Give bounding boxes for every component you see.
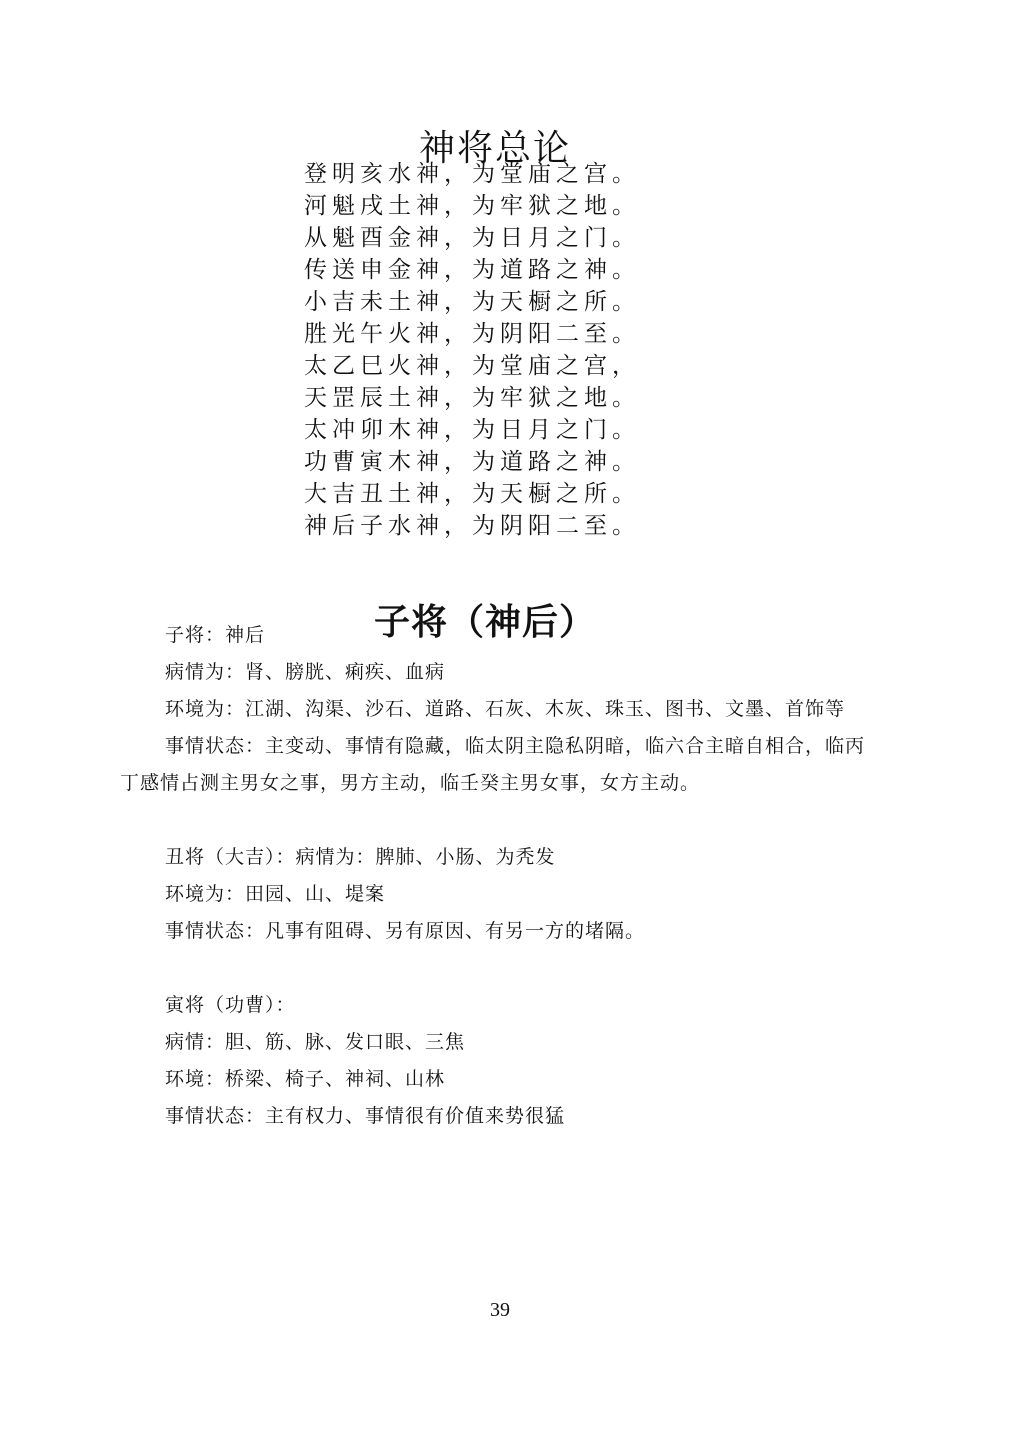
poem-line: 传送申金神，为道路之神。 [304, 257, 640, 283]
chou-environment: 环境为：田园、山、堤案 [165, 883, 386, 905]
zi-name: 子将：神后 [165, 624, 266, 646]
poem-line: 河魁戌土神，为牢狱之地。 [304, 193, 640, 219]
yin-environment: 环境：桥梁、椅子、神祠、山林 [165, 1068, 446, 1090]
poem-line: 胜光午火神，为阴阳二至。 [304, 321, 640, 347]
poem-line: 太乙巳火神，为堂庙之宫， [304, 353, 640, 379]
poem-line: 从魁酉金神，为日月之门。 [304, 225, 640, 251]
zi-state: 事情状态：主变动、事情有隐藏，临太阴主隐私阴暗，临六合主暗自相合，临丙丁感情占测主男女之事，男方主动，临壬癸主男女事，女方主动。 [120, 735, 866, 794]
yin-name: 寅将（功曹）： [165, 994, 296, 1016]
yin-state: 事情状态：主有权力、事情很有价值来势很猛 [165, 1105, 566, 1127]
poem-line: 大吉丑土神，为天橱之所。 [304, 481, 640, 507]
poem-line: 神后子水神，为阴阳二至。 [304, 513, 640, 539]
paragraph-gap [120, 802, 880, 839]
section-title-shenjiang: 神将总论 [418, 128, 571, 170]
body-text [120, 617, 880, 1135]
poem-line: 小吉未土神，为天橱之所。 [304, 289, 640, 315]
chou-name-illness: 丑将（大吉）：病情为：脾肺、小肠、为秃发 [165, 846, 556, 868]
poem-block [304, 158, 724, 542]
poem-line: 登明亥水神，为堂庙之宫。 [304, 161, 640, 187]
section-title-zijiang: 子将（神后） [373, 601, 596, 643]
chou-state: 事情状态：凡事有阻碍、另有原因、有另一方的堵隔。 [165, 920, 646, 942]
yin-illness: 病情：胆、筋、脉、发口眼、三焦 [165, 1031, 466, 1053]
paragraph-gap [120, 950, 880, 987]
poem-line: 功曹寅木神，为道路之神。 [304, 449, 640, 475]
poem-line: 天罡辰土神，为牢狱之地。 [304, 385, 640, 411]
zi-illness: 病情为：肾、膀胱、痢疾、血病 [165, 661, 446, 683]
poem-line: 太冲卯木神，为日月之门。 [304, 417, 640, 443]
zi-environment: 环境为：江湖、沟渠、沙石、道路、石灰、木灰、珠玉、图书、文墨、首饰等 [165, 698, 846, 720]
page-number: 39 [490, 1299, 510, 1321]
